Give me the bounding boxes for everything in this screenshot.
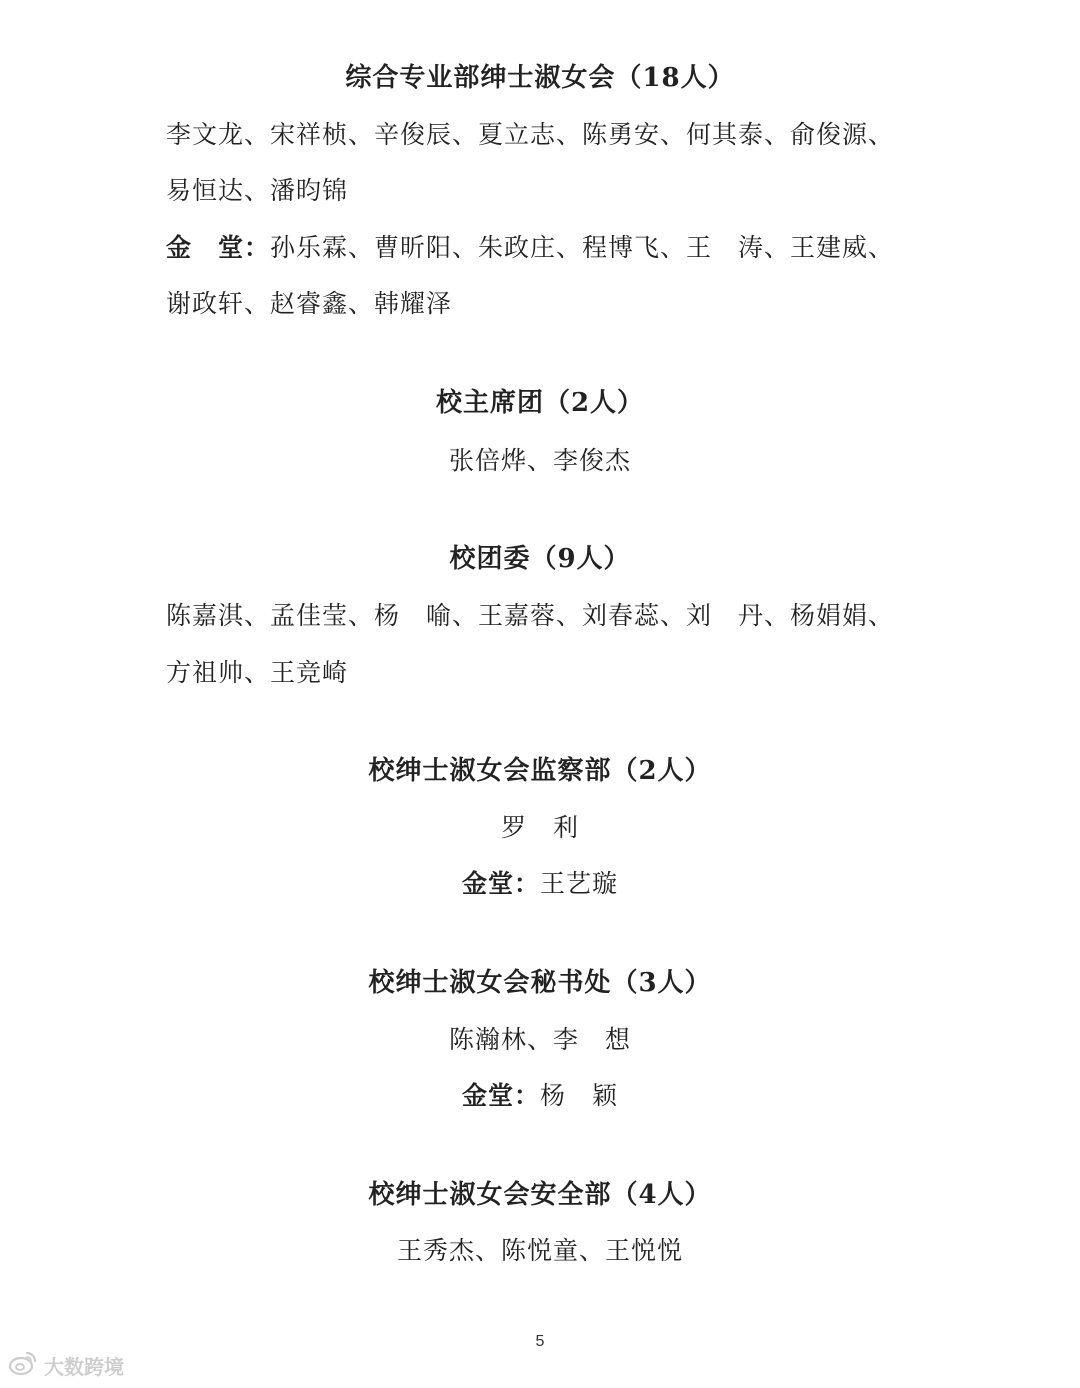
section-title-secretariat: 校绅士淑女会秘书处（3人） bbox=[368, 968, 712, 998]
jintang-label: 金堂： bbox=[461, 1081, 540, 1110]
section-title-supervision: 校绅士淑女会监察部（2人） bbox=[368, 756, 712, 786]
names-line: 陈嘉淇、孟佳莹、杨 喻、王嘉蓉、刘春蕊、刘 丹、杨娟娟、 bbox=[166, 601, 895, 630]
names-line: 谢政轩、赵睿鑫、韩耀泽 bbox=[166, 289, 453, 318]
names-line: 易恒达、潘昀锦 bbox=[166, 176, 349, 205]
names-line: 张倍烨、李俊杰 bbox=[448, 446, 631, 475]
names-line: 罗 利 bbox=[500, 813, 579, 842]
names-line: 王秀杰、陈悦童、王悦悦 bbox=[396, 1236, 683, 1265]
jintang-row bbox=[0, 1078, 1080, 1114]
watermark bbox=[8, 1350, 124, 1380]
section-title-security: 校绅士淑女会安全部（4人） bbox=[368, 1180, 712, 1210]
section-title-comprehensive: 综合专业部绅士淑女会（18人） bbox=[345, 63, 735, 93]
weibo-logo-icon bbox=[8, 1350, 38, 1380]
jintang-row bbox=[166, 230, 894, 266]
section-title-presidium: 校主席团（2人） bbox=[435, 388, 645, 418]
jintang-row bbox=[0, 866, 1080, 902]
jintang-label: 金堂： bbox=[461, 869, 540, 898]
jintang-names: 孙乐霖、曹昕阳、朱政庄、程博飞、王 涛、王建威、 bbox=[270, 233, 895, 262]
section-title-youth-league: 校团委（9人） bbox=[449, 544, 631, 574]
jintang-label: 金 堂： bbox=[166, 233, 271, 262]
watermark-text: 大数跨境 bbox=[44, 1356, 124, 1379]
jintang-names: 杨 颖 bbox=[540, 1081, 619, 1110]
names-line: 方祖帅、王竞崎 bbox=[166, 658, 349, 687]
jintang-names: 王艺璇 bbox=[540, 869, 619, 898]
names-line: 陈瀚林、李 想 bbox=[448, 1025, 631, 1054]
names-line: 李文龙、宋祥桢、辛俊辰、夏立志、陈勇安、何其泰、俞俊源、 bbox=[166, 120, 895, 149]
page-number: 5 bbox=[535, 1333, 545, 1350]
